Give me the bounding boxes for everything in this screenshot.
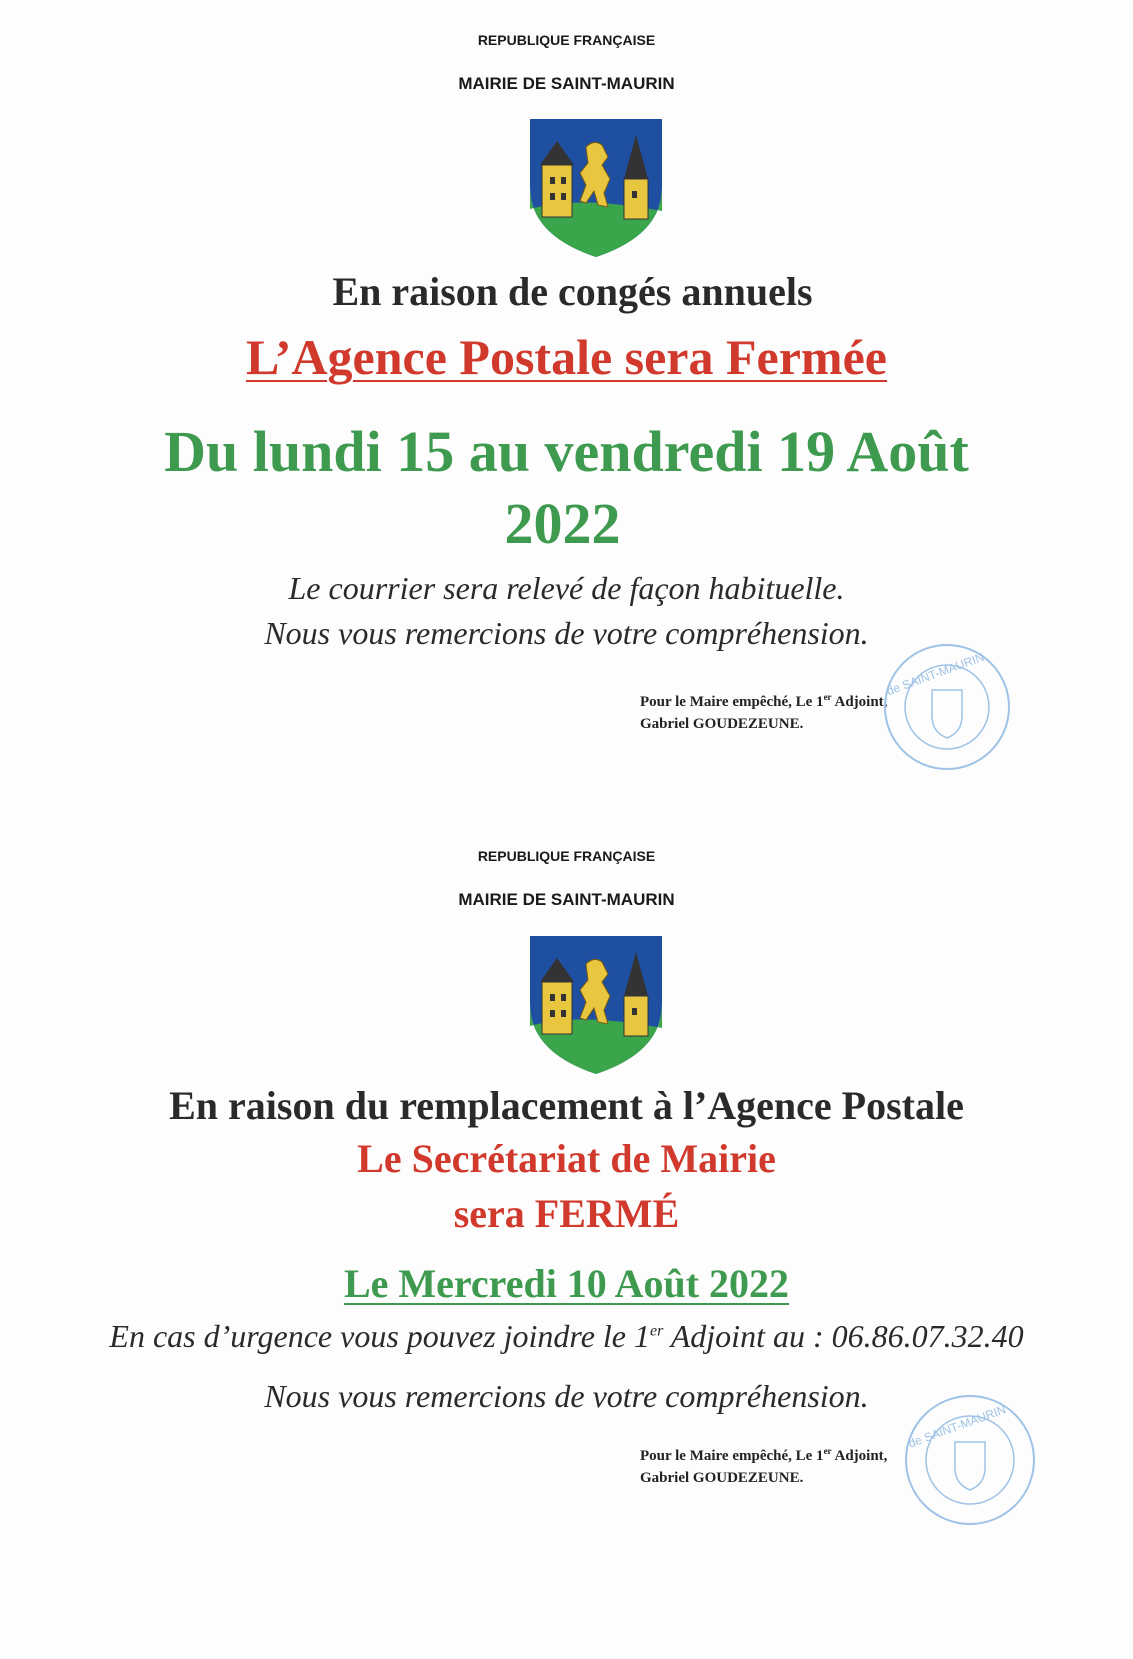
- svg-text:de SAINT-MAURIN: de SAINT-MAURIN: [906, 1402, 1008, 1451]
- thanks-text: Nous vous remercions de votre compréhension.: [264, 615, 869, 651]
- closure-title-line1: Le Secrétariat de Mairie: [357, 1136, 776, 1181]
- signature-block: [640, 686, 887, 735]
- signature-name: Gabriel GOUDEZEUNE.: [640, 1470, 804, 1486]
- closure-dates-line1: Du lundi 15 au vendredi 19 Août: [164, 419, 969, 484]
- closure-date: [0, 1260, 1133, 1307]
- thanks-text: Nous vous remercions de votre compréhension.: [264, 1378, 869, 1414]
- signature-block: [640, 1440, 887, 1489]
- closure-dates-line2: 2022: [504, 491, 621, 556]
- republic-heading: REPUBLIQUE FRANÇAISE: [477, 32, 656, 48]
- urgency-contact: En cas d’urgence vous pouvez joindre le 1er Adjoint au : 06.86.07.32.40: [109, 1318, 1024, 1354]
- closure-reason: En raison de congés annuels: [332, 269, 813, 314]
- official-stamp-icon: [880, 640, 1015, 775]
- mairie-heading: MAIRIE DE SAINT-MAURIN: [458, 74, 675, 93]
- signature-title: Pour le Maire empêché, Le 1er Adjoint,: [640, 692, 888, 710]
- republic-heading: REPUBLIQUE FRANÇAISE: [477, 848, 656, 864]
- closure-title-text: L’Agence Postale sera Fermée: [246, 329, 887, 385]
- signature-name: Gabriel GOUDEZEUNE.: [640, 716, 804, 732]
- coat-of-arms-icon: [528, 934, 664, 1076]
- closure-title-line2: sera FERMÉ: [453, 1191, 680, 1236]
- closure-date-text: Le Mercredi 10 Août 2022: [343, 1261, 790, 1306]
- mail-note: Le courrier sera relevé de façon habituelle.: [288, 570, 845, 606]
- mairie-heading: MAIRIE DE SAINT-MAURIN: [458, 890, 675, 909]
- svg-text:de SAINT-MAURIN: de SAINT-MAURIN: [884, 649, 986, 699]
- official-stamp-icon: [900, 1390, 1040, 1530]
- closure-title: [0, 328, 1133, 386]
- signature-title: Pour le Maire empêché, Le 1er Adjoint,: [640, 1446, 888, 1464]
- notice-town-hall-closure: [0, 840, 1133, 1659]
- coat-of-arms-icon: [528, 117, 664, 259]
- closure-reason: En raison du remplacement à l’Agence Postale: [169, 1083, 964, 1128]
